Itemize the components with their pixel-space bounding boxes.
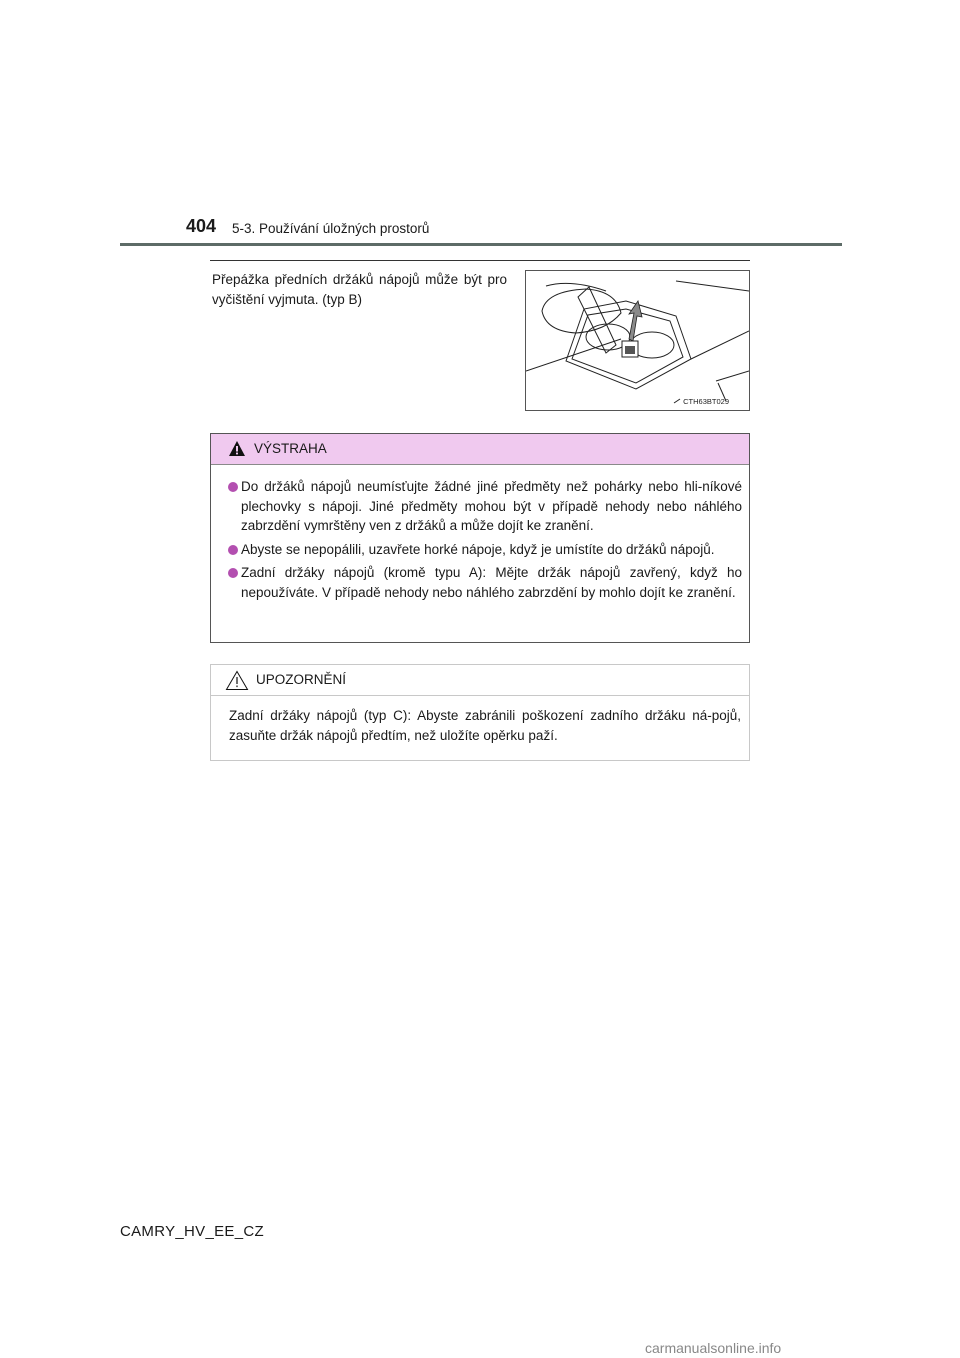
- section-title: 5-3. Používání úložných prostorů: [232, 221, 430, 236]
- warning-item: [228, 563, 742, 602]
- caution-text: Zadní držáky nápojů (typ C): Abyste zabránili poškození zadního držáku ná-pojů, zasuňte držák nápojů předtím, než uložíte opěrku paží.: [229, 708, 741, 743]
- caution-box: [210, 664, 750, 761]
- warning-item-text: Zadní držáky nápojů (kromě typu A): Mějte držák nápojů zavřený, když ho nepoužíváte. V případě nehody nebo náhlého zabrzdění by mohlo dojít ke zranění.: [241, 565, 742, 600]
- caution-header: [211, 665, 749, 696]
- warning-item-text: Do držáků nápojů neumísťujte žádné jiné předměty než pohárky nebo hli-níkové plechovky s nápoji. Jiné předměty mohou být v případě nehody nebo náhlého zabrzdění vymrštěny ven z držáků a může dojít ke zranění.: [241, 479, 742, 533]
- bullet-dot-icon: [228, 568, 238, 578]
- warning-header: [211, 434, 749, 465]
- document-id: CAMRY_HV_EE_CZ: [120, 1223, 264, 1240]
- warning-body: [211, 465, 749, 602]
- figure-code: CTH63BT029: [683, 397, 729, 406]
- warning-item: [228, 477, 742, 536]
- warning-title: VÝSTRAHA: [254, 441, 327, 456]
- warning-box: [210, 433, 750, 643]
- warning-triangle-icon: [228, 440, 246, 457]
- cupholder-illustration-icon: [526, 271, 749, 410]
- caution-title: UPOZORNĚNÍ: [256, 672, 347, 687]
- page-number: 404: [186, 216, 217, 236]
- content-divider: [210, 260, 750, 261]
- bullet-dot-icon: [228, 482, 238, 492]
- warning-item: [228, 540, 742, 560]
- warning-item-text: Abyste se nepopálili, uzavřete horké nápoje, když je umístíte do držáků nápojů.: [241, 541, 715, 557]
- intro-paragraph: Přepážka předních držáků nápojů může být pro vyčištění vyjmuta. (typ B): [212, 272, 507, 307]
- header-divider: [120, 243, 842, 246]
- bullet-dot-icon: [228, 545, 238, 555]
- caution-triangle-icon: [225, 670, 249, 691]
- watermark: carmanualsonline.info: [645, 1340, 782, 1356]
- cupholder-figure: [525, 270, 750, 411]
